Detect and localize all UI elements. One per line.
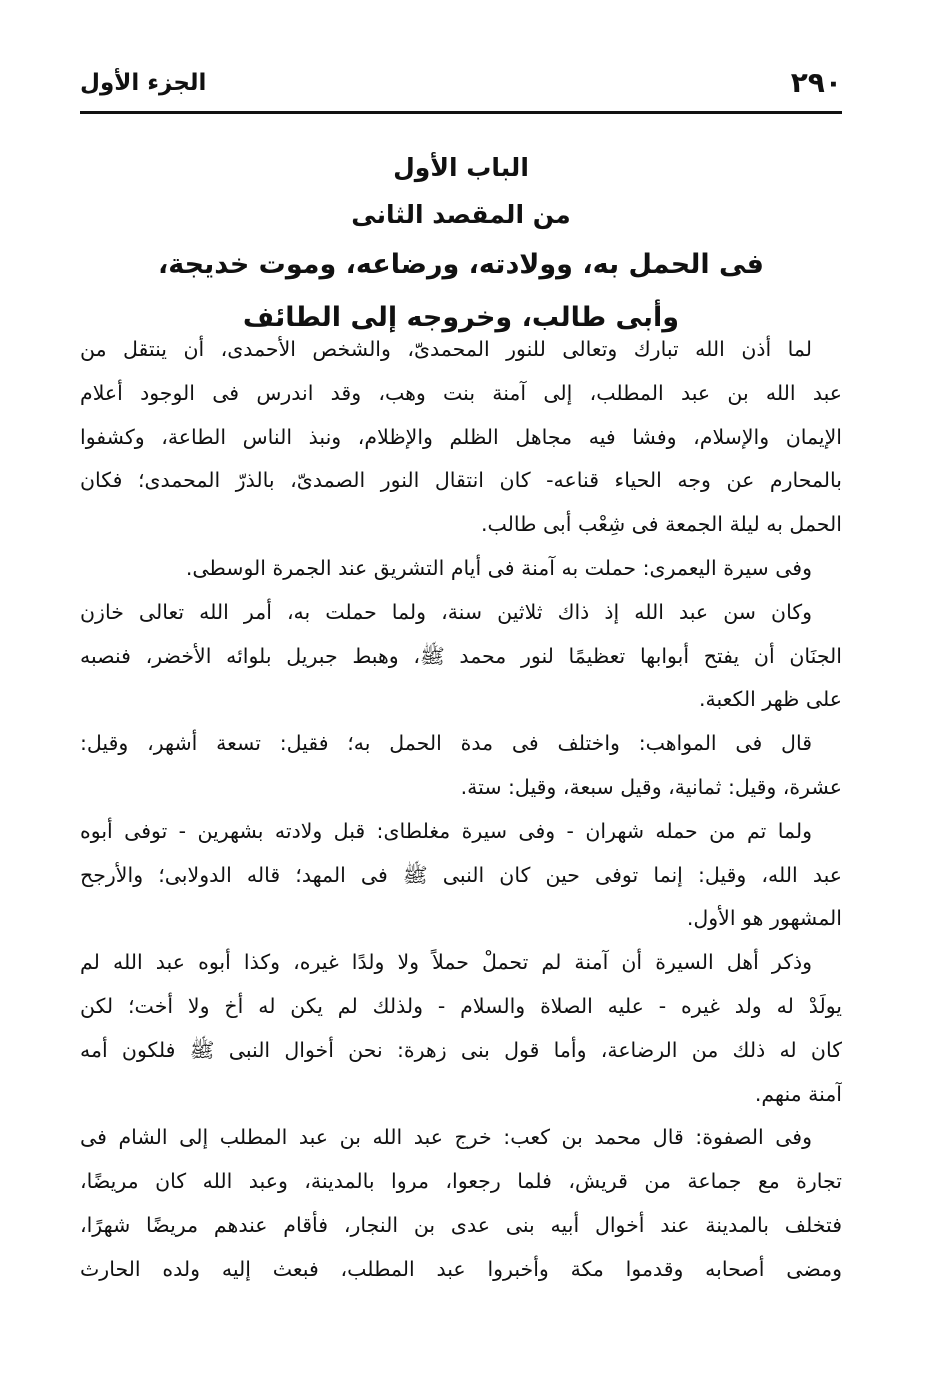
chapter-titles (80, 144, 842, 344)
text-line: يولَدْ له ولد غيره - عليه الصلاة والسلام - ولذلك لم يكن له أخ ولا أخت؛ لكن (80, 993, 842, 1018)
text-line: تجارة مع جماعة من قريش، فلما رجعوا، مروا بالمدينة، وعبد الله كان مريضًا، (80, 1169, 842, 1194)
chapter-heading-line: وأبى طالب، وخروجه إلى الطائف (242, 302, 680, 333)
paragraph (80, 722, 842, 810)
text-line: آمنة منهم. (754, 1081, 842, 1106)
page-number: ٢٩٠ (790, 66, 842, 99)
paragraph (80, 810, 842, 941)
text-line: الحمل به ليلة الجمعة فى شِعْب أبى طالب. (480, 512, 842, 537)
text-line: المشهور هو الأول. (686, 906, 842, 931)
chapter-title: الباب الأول (393, 153, 529, 182)
chapter-subtitle: من المقصد الثانى (351, 200, 571, 229)
paragraph (80, 547, 842, 591)
text-line: وذكر أهل السيرة أن آمنة لم تحملْ حملاً ولا ولدًا غيره، وكذا أبوه عبد الله لم (80, 950, 812, 975)
text-line: الجنَان أن يفتح أبوابها تعظيمًا لنور محمد ﷺ، وهبط جبريل بلوائه الأخضر، فنصبه (80, 643, 842, 668)
body-text (80, 328, 842, 1292)
paragraph (80, 941, 842, 1116)
text-line: عبد الله بن عبد المطلب، إلى آمنة بنت وهب، وقد اندرس فى الوجود أعلام (80, 380, 842, 405)
text-line: عبد الله، وقيل: إنما توفى حين كان النبى ﷺ فى المهد؛ قاله الدولابى؛ والأرجح (80, 862, 842, 887)
text-line: وكان سن عبد الله إذ ذاك ثلاثين سنة، ولما حملت به، أمر الله تعالى خازن (80, 599, 812, 624)
text-line: لما أذن الله تبارك وتعالى للنور المحمدىّ، والشخص الأحمدى، أن ينتقل من (80, 337, 812, 361)
text-line: ومضى أصحابه وقدموا مكة وأخبروا عبد المطلب، فبعث إليه ولده الحارث (80, 1256, 842, 1281)
page-header (80, 62, 842, 106)
text-line: عشرة، وقيل: ثمانية، وقيل سبعة، وقيل: ستة. (460, 774, 842, 799)
paragraph (80, 591, 842, 722)
header-rule (80, 111, 842, 114)
text-line: وفى سيرة اليعمرى: حملت به آمنة فى أيام التشريق عند الجمرة الوسطى. (185, 555, 812, 580)
running-head: الجزء الأول (80, 70, 207, 96)
chapter-heading-line: فى الحمل به، وولادته، ورضاعه، وموت خديجة، (158, 249, 764, 280)
paragraph (80, 1116, 842, 1291)
text-line: وفى الصفوة: قال محمد بن كعب: خرج عبد الله بن عبد المطلب إلى الشام فى (80, 1125, 812, 1150)
text-line: على ظهر الكعبة. (698, 687, 842, 712)
text-line: قال فى المواهب: واختلف فى مدة الحمل به؛ فقيل: تسعة أشهر، وقيل: (80, 731, 812, 756)
text-line: فتخلف بالمدينة عند أخوال أبيه بنى عدى بن النجار، فأقام عندهم مريضًا شهرًا، (80, 1212, 842, 1237)
text-line: الإيمان والإسلام، وفشا فيه مجاهل الظلم والإظلام، ونبذ الناس الطاعة، وكشفوا (80, 424, 842, 449)
text-line: بالمحارم عن وجه الحياء قناعه- كان انتقال النور الصمدىّ، بالذرّ المحمدى؛ فكان (80, 468, 842, 493)
text-line: ولما تم من حمله شهران - وفى سيرة مغلطاى: قبل ولادته بشهرين - توفى أبوه (80, 818, 812, 843)
text-line: كان له ذلك من الرضاعة، وأما قول بنى زهرة: نحن أخوال النبى ﷺ فلكون أمه (80, 1037, 842, 1062)
paragraph (80, 328, 842, 547)
